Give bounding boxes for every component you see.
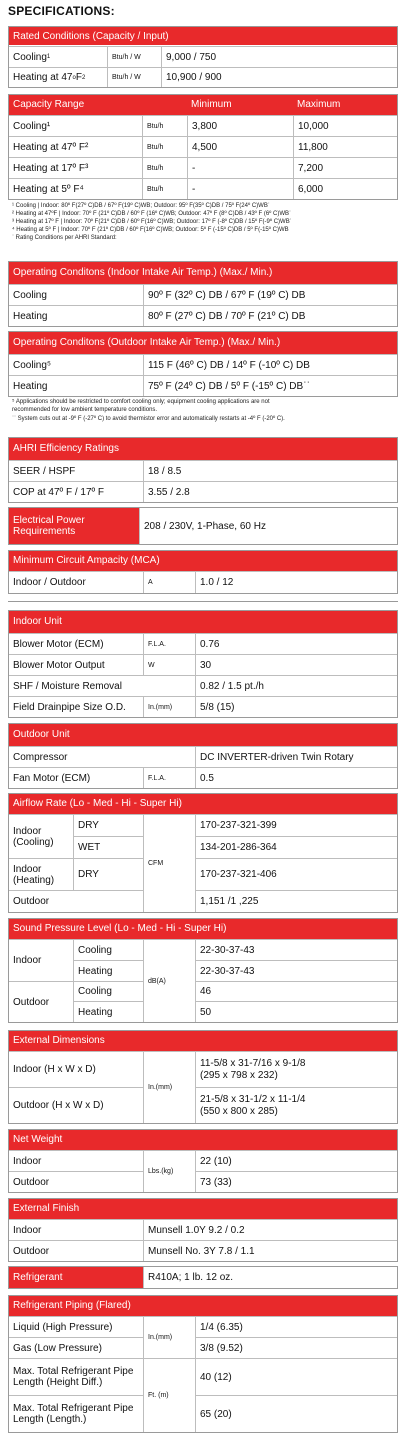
mode-cell: Cooling [73,939,143,960]
unit-cell: F.L.A. [143,767,195,788]
row-label: Heating [9,375,143,396]
refrigerant-label: Refrigerant [9,1267,143,1288]
row-label: Outdoor [9,1240,143,1261]
row-label: Max. Total Refrigerant Pipe Length (Length.) [9,1395,143,1432]
value-cell: 65 (20) [195,1395,397,1432]
row-label: Outdoor [9,1171,143,1192]
value-cell: 21-5/8 x 31-1/2 x 11-1/4 (550 x 800 x 285) [195,1087,397,1123]
electrical-label: Electrical Power Requirements [9,508,139,544]
section-header: Net Weight [9,1130,397,1150]
value-cell: 11-5/8 x 31-7/16 x 9-1/8 (295 x 798 x 232) [195,1051,397,1087]
indoor-unit-table [8,610,398,718]
max-cell: 10,000 [293,115,397,136]
row-label: Indoor [9,939,73,981]
unit-cell: Lbs.(kg) [143,1150,195,1192]
outdoor-unit-table [8,723,398,789]
unit-cell: F.L.A. [143,633,195,654]
row-label: Cooling [9,284,143,305]
row-label: Fan Motor (ECM) [9,767,143,788]
mode-cell: DRY [73,858,143,890]
net-weight-table [8,1129,398,1193]
electrical-table [8,507,398,545]
row-label-heating-47: Heating at 47 o F 2 [9,67,107,87]
row-label: Heating at 5º F⁴ [9,178,142,199]
page-title: SPECIFICATIONS: [8,4,115,18]
value-cell: 115 F (46º C) DB / 14º F (-10º C) DB [143,354,397,375]
value-cell: Munsell 1.0Y 9.2 / 0.2 [143,1219,397,1240]
section-header: Refrigerant Piping (Flared) [9,1296,397,1316]
max-cell: 6,000 [293,178,397,199]
unit-cell: Btu/h / W [107,67,161,87]
section-header: AHRI Efficiency Ratings [9,438,397,460]
row-label: Blower Motor (ECM) [9,633,143,654]
footnote: ³ Heating at 17º F | Indoor: 70º F(21º C)DB / 60º F(16º C)WB; Outdoor: 17º F (-8º C)DB / 15º F(-9º C)WBˈ [12,219,292,225]
row-label: Indoor / Outdoor [9,571,143,593]
section-header: Indoor Unit [9,611,397,633]
unit-cell: Btu/h [142,115,187,136]
min-cell: 3,800 [187,115,293,136]
value-cell: 18 / 8.5 [143,460,397,481]
row-label-cooling: Cooling 1 [9,46,107,67]
row-label: Indoor [9,1219,143,1240]
value-cell: 5/8 (15) [195,696,397,717]
row-label: Field Drainpipe Size O.D. [9,696,143,717]
value-cell: DC INVERTER-driven Twin Rotary [195,746,397,767]
section-header: Minimum Circuit Ampacity (MCA) [9,551,397,571]
section-header: Rated Conditions (Capacity / Input) [9,27,397,45]
value-cell: 170-237-321-406 [195,858,397,890]
operating-outdoor-table [8,331,398,397]
dimensions-table [8,1030,398,1124]
row-label: SEER / HSPF [9,460,143,481]
footnote: ⁵ Applications should be restricted to comfort cooling only; equipment cooling applications are not [12,399,270,405]
unit-cell: Btu/h [142,136,187,157]
unit-cell: Btu/h / W [107,46,161,67]
value-cell: R410A; 1 lb. 12 oz. [143,1267,397,1288]
section-header: External Dimensions [9,1031,397,1051]
value-cell: 134-201-286-364 [195,836,397,858]
value-cell: 0.5 [195,767,397,788]
capacity-range-table [8,94,398,200]
value-cell: 3/8 (9.52) [195,1337,397,1358]
rated-conditions-table [8,26,398,88]
min-cell: - [187,157,293,178]
row-label: Blower Motor Output [9,654,143,675]
footnote: recommended for low ambient temperature conditions. [12,407,158,413]
unit-cell: CFM [143,814,195,912]
value-cell: 3.55 / 2.8 [143,481,397,502]
row-label: Compressor [9,746,195,767]
value-cell: 80º F (27º C) DB / 70º F (21º C) DB [143,305,397,326]
unit-cell: dB(A) [143,939,195,1022]
mode-cell: WET [73,836,143,858]
row-label: Heating at 17º F³ [9,157,142,178]
section-divider [8,601,398,602]
section-header: Sound Pressure Level (Lo - Med - Hi - Super Hi) [9,919,397,939]
row-label: Indoor (H x W x D) [9,1051,143,1087]
value-cell: 22 (10) [195,1150,397,1171]
row-label: Cooling¹ [9,115,142,136]
row-label: Max. Total Refrigerant Pipe Length (Height Diff.) [9,1358,143,1395]
footnote: ˈ Rating Conditions per AHRI Standard: [12,235,117,241]
row-label: Heating at 47º F² [9,136,142,157]
max-cell: 7,200 [293,157,397,178]
finish-table [8,1198,398,1262]
value-cell: 208 / 230V, 1-Phase, 60 Hz [139,508,397,544]
mode-cell: Heating [73,960,143,981]
value-cell: 46 [195,981,397,1001]
footnote: ² Heating at 47ºF | Indoor: 70º F (21º C)DB / 60º F (16º C)WB; Outdoor: 47º F (8º C)DB / 43º F (6º C)WBˈ [12,211,292,217]
row-label: Indoor (Cooling) [9,814,73,858]
max-cell: 11,800 [293,136,397,157]
unit-cell: W [143,654,195,675]
row-label: Indoor [9,1150,143,1171]
row-label: Heating [9,305,143,326]
ahri-ratings-table [8,437,398,503]
row-label: Indoor (Heating) [9,858,73,890]
section-header: Outdoor Unit [9,724,397,746]
sound-pressure-table [8,918,398,1023]
min-cell: - [187,178,293,199]
value-cell: 50 [195,1001,397,1022]
unit-cell: In.(mm) [143,1051,195,1123]
refrigerant-table [8,1266,398,1289]
value-cell: 40 (12) [195,1358,397,1395]
value-cell: 0.76 [195,633,397,654]
footnote: ⁴ Heating at 5º F | Indoor: 70º F (21º C)DB / 60º F(16º C)WB; Outdoor: 5º F (-15º C)DB / 5º F(-15º C)WB [12,227,289,233]
row-label: Outdoor [9,890,143,912]
value-cell: 9,000 / 750 [161,46,397,67]
unit-cell: In.(mm) [143,696,195,717]
value-cell: 10,900 / 900 [161,67,397,87]
section-header: External Finish [9,1199,397,1219]
footnote: ¹ Cooling | Indoor: 80º F(27º C)DB / 67º F(19º C)WB; Outdoor: 95º F(35º C)DB / 75º F(24º C)WBˈ [12,203,270,209]
value-cell: 1,151 /1 ,225 [195,890,397,912]
unit-cell: In.(mm) [143,1316,195,1358]
min-cell: 4,500 [187,136,293,157]
mode-cell: DRY [73,814,143,836]
value-cell: 90º F (32º C) DB / 67º F (19º C) DB [143,284,397,305]
value-cell: 75º F (24º C) DB / 5º F (-15º C) DBˈˈ [143,375,397,396]
mode-cell: Cooling [73,981,143,1001]
value-cell: 22-30-37-43 [195,939,397,960]
mca-table [8,550,398,594]
unit-cell: Btu/h [142,157,187,178]
piping-table [8,1295,398,1433]
section-header: Airflow Rate (Lo - Med - Hi - Super Hi) [9,794,397,814]
airflow-table [8,793,398,913]
value-cell: 0.82 / 1.5 pt./h [195,675,397,696]
value-cell: 73 (33) [195,1171,397,1192]
operating-indoor-table [8,261,398,327]
unit-cell: Btu/h [142,178,187,199]
value-cell: Munsell No. 3Y 7.8 / 1.1 [143,1240,397,1261]
footnote: ˈˈ System cuts out at -9º F (-27º C) to avoid thermistor error and automatically restarts at -4º F (-20º C). [12,416,285,422]
section-header: Operating Conditons (Indoor Intake Air Temp.) (Max./ Min.) [9,262,397,284]
section-header: Capacity Range Minimum Maximum [9,95,397,115]
value-cell: 1.0 / 12 [195,571,397,593]
row-label: Cooling⁵ [9,354,143,375]
value-cell: 1/4 (6.35) [195,1316,397,1337]
section-header: Operating Conditons (Outdoor Intake Air Temp.) (Max./ Min.) [9,332,397,354]
mode-cell: Heating [73,1001,143,1022]
row-label: Outdoor [9,981,73,1022]
row-label: COP at 47º F / 17º F [9,481,143,502]
row-label: Liquid (High Pressure) [9,1316,143,1337]
value-cell: 170-237-321-399 [195,814,397,836]
value-cell: 22-30-37-43 [195,960,397,981]
row-label: SHF / Moisture Removal [9,675,195,696]
value-cell: 30 [195,654,397,675]
row-label: Gas (Low Pressure) [9,1337,143,1358]
unit-cell: A [143,571,195,593]
unit-cell: Ft. (m) [143,1358,195,1432]
row-label: Outdoor (H x W x D) [9,1087,143,1123]
